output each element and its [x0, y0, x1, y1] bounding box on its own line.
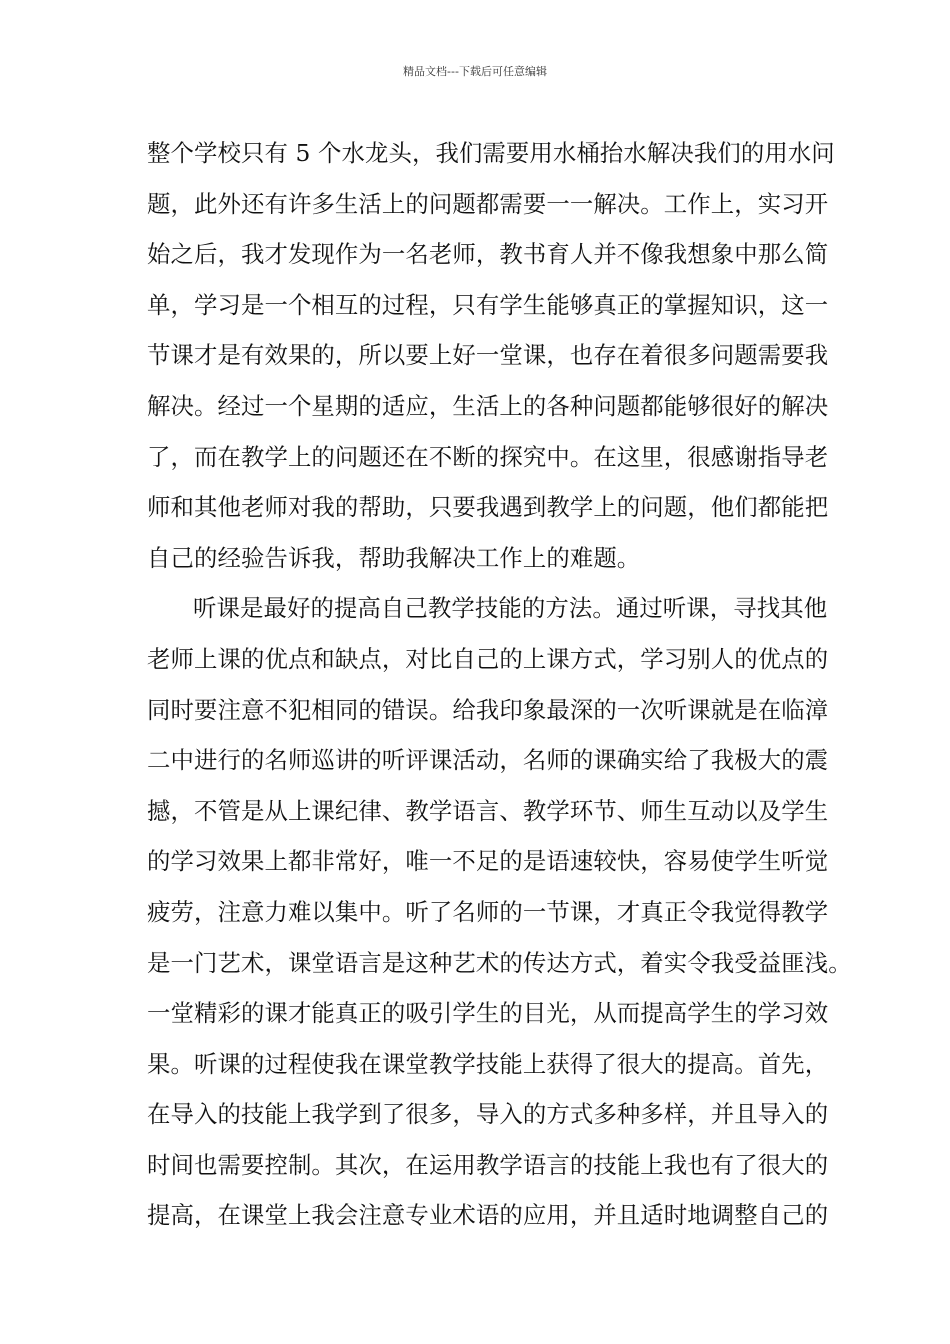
text-line: 师和其他老师对我的帮助，只要我遇到教学上的问题，他们都能把: [147, 493, 829, 522]
text-line: 整个学校只有 5 个水龙头，我们需要用水桶抬水解决我们的用水问: [147, 139, 835, 167]
text-line: 果。听课的过程使我在课堂教学技能上获得了很大的提高。首先，: [147, 1049, 829, 1078]
text-line: 题，此外还有许多生活上的问题都需要一一解决。工作上，实习开: [147, 189, 829, 218]
paragraph-first-line: 听课是最好的提高自己教学技能的方法。通过听课，寻找其他: [193, 594, 828, 623]
text-line: 是一门艺术，课堂语言是这种艺术的传达方式，着实令我受益匪浅。: [147, 948, 852, 977]
text-line: 同时要注意不犯相同的错误。给我印象最深的一次听课就是在临漳: [147, 695, 829, 724]
text-line: 疲劳，注意力难以集中。听了名师的一节课，才真正令我觉得教学: [147, 897, 829, 926]
text-line: 始之后，我才发现作为一名老师，教书育人并不像我想象中那么简: [147, 240, 829, 269]
page-header: 精品文档---下载后可任意编辑: [403, 65, 547, 78]
text-line: 节课才是有效果的，所以要上好一堂课，也存在着很多问题需要我: [147, 341, 829, 370]
document-body: [147, 128, 852, 1241]
text-line: 撼，不管是从上课纪律、教学语言、教学环节、师生互动以及学生: [147, 796, 829, 825]
text-line: 自己的经验告诉我，帮助我解决工作上的难题。: [147, 543, 641, 572]
text-line: 单，学习是一个相互的过程，只有学生能够真正的掌握知识，这一: [147, 290, 829, 319]
text-line: 提高，在课堂上我会注意专业术语的应用，并且适时地调整自己的: [147, 1201, 829, 1230]
text-line: 在导入的技能上我学到了很多，导入的方式多种多样，并且导入的: [147, 1100, 829, 1129]
text-line: 一堂精彩的课才能真正的吸引学生的目光，从而提高学生的学习效: [147, 999, 829, 1028]
text-line: 的学习效果上都非常好，唯一不足的是语速较快，容易使学生听觉: [147, 847, 829, 876]
text-line: 解决。经过一个星期的适应，生活上的各种问题都能够很好的解决: [147, 391, 829, 420]
text-line: 时间也需要控制。其次，在运用教学语言的技能上我也有了很大的: [147, 1150, 829, 1179]
text-line: 老师上课的优点和缺点，对比自己的上课方式，学习别人的优点的: [147, 644, 829, 673]
text-line: 二中进行的名师巡讲的听评课活动，名师的课确实给了我极大的震: [147, 746, 829, 775]
text-line: 了，而在教学上的问题还在不断的探究中。在这里，很感谢指导老: [147, 442, 829, 471]
